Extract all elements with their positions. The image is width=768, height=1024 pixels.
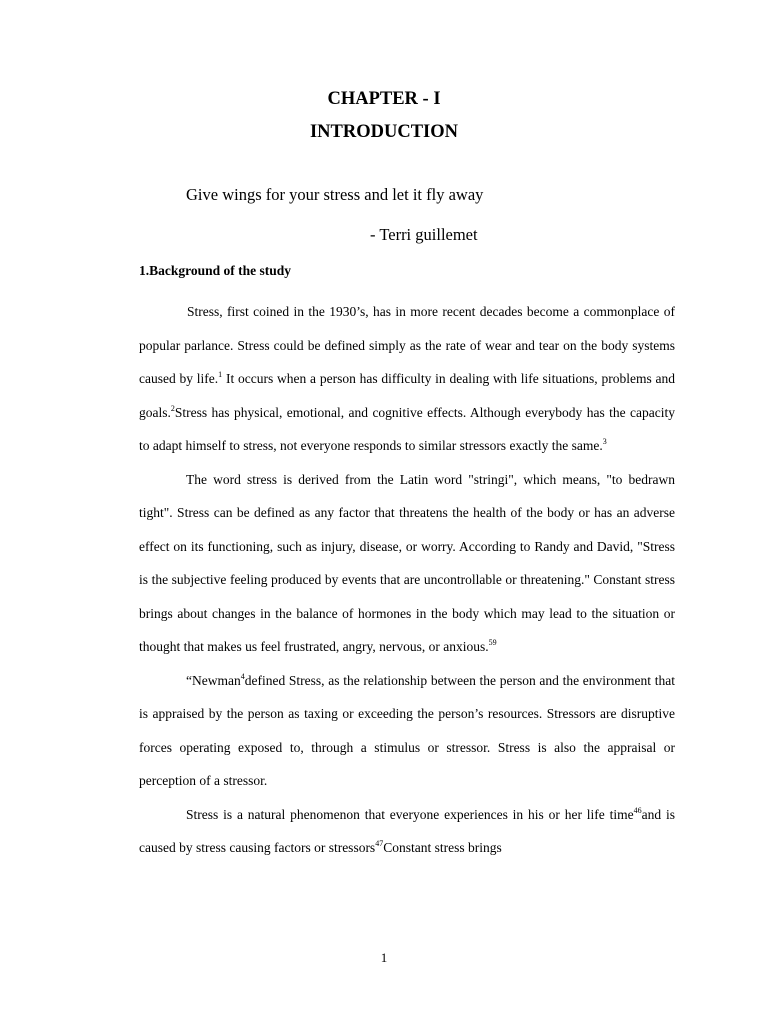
section-heading: 1.Background of the study (139, 263, 292, 278)
chapter-title: INTRODUCTION (309, 122, 459, 142)
paragraph-text: Stress is a natural phenomenon that everyone experiences in his or her life time (186, 806, 634, 822)
footnote-ref: 2 (170, 403, 175, 413)
body-text (139, 295, 675, 865)
paragraph-text: It occurs when a person has difficulty in dealing with life situations, problems and goals. (139, 371, 675, 420)
paragraph-2 (139, 463, 675, 664)
epigraph-author: - Terri guillemet (370, 225, 478, 244)
paragraph-text: Stress, first coined in the 1930’s, has in more recent decades become a commonplace of popular parlance. Stress could be defined simply as the rate of wear and tear on the body systems caused by life. (139, 304, 675, 386)
footnote-ref: 47 (375, 839, 384, 848)
paragraph-text: Constant stress brings (383, 840, 502, 855)
paragraph-text: and is caused by stress causing factors or stressors (139, 806, 675, 855)
footnote-ref: 1 (218, 370, 223, 379)
paragraph-text: defined Stress, as the relationship between the person and the environment that is appraised by the person as taxing or exceeding the person’s resources. Stressors are disruptive forces operating exposed to, through a stimulus or stressor. Stress is also the appraisal or perception of a stressor. (139, 672, 675, 788)
paragraph-1 (139, 295, 675, 463)
chapter-number: CHAPTER - I (327, 89, 441, 109)
page-number: 1 (380, 950, 388, 965)
footnote-ref: 3 (602, 437, 607, 446)
paragraph-text: The word stress is derived from the Latin word "stringi", which means, "to bedrawn tight". Stress can be defined as any factor that threatens the health of the body or has an adverse effect on its functioning, such as injury, disease, or worry. According to Randy and David, "Stress is the subjective feeling produced by events that are uncontrollable or threatening." Constant stress brings about changes in the balance of hormones in the body which may lead to the situation or thought that makes us feel frustrated, angry, nervous, or anxious. (139, 471, 675, 654)
paragraph-4 (139, 798, 675, 865)
epigraph-quote: Give wings for your stress and let it fly away (186, 185, 484, 204)
paragraph-text: “Newman (186, 672, 241, 688)
footnote-ref: 59 (488, 638, 497, 647)
footnote-ref: 4 (240, 671, 245, 681)
paragraph-3 (139, 664, 675, 798)
paragraph-text: Stress has physical, emotional, and cognitive effects. Although everybody has the capacity to adapt himself to stress, not everyone responds to similar stressors exactly the same. (139, 404, 675, 453)
footnote-ref: 46 (633, 805, 642, 815)
